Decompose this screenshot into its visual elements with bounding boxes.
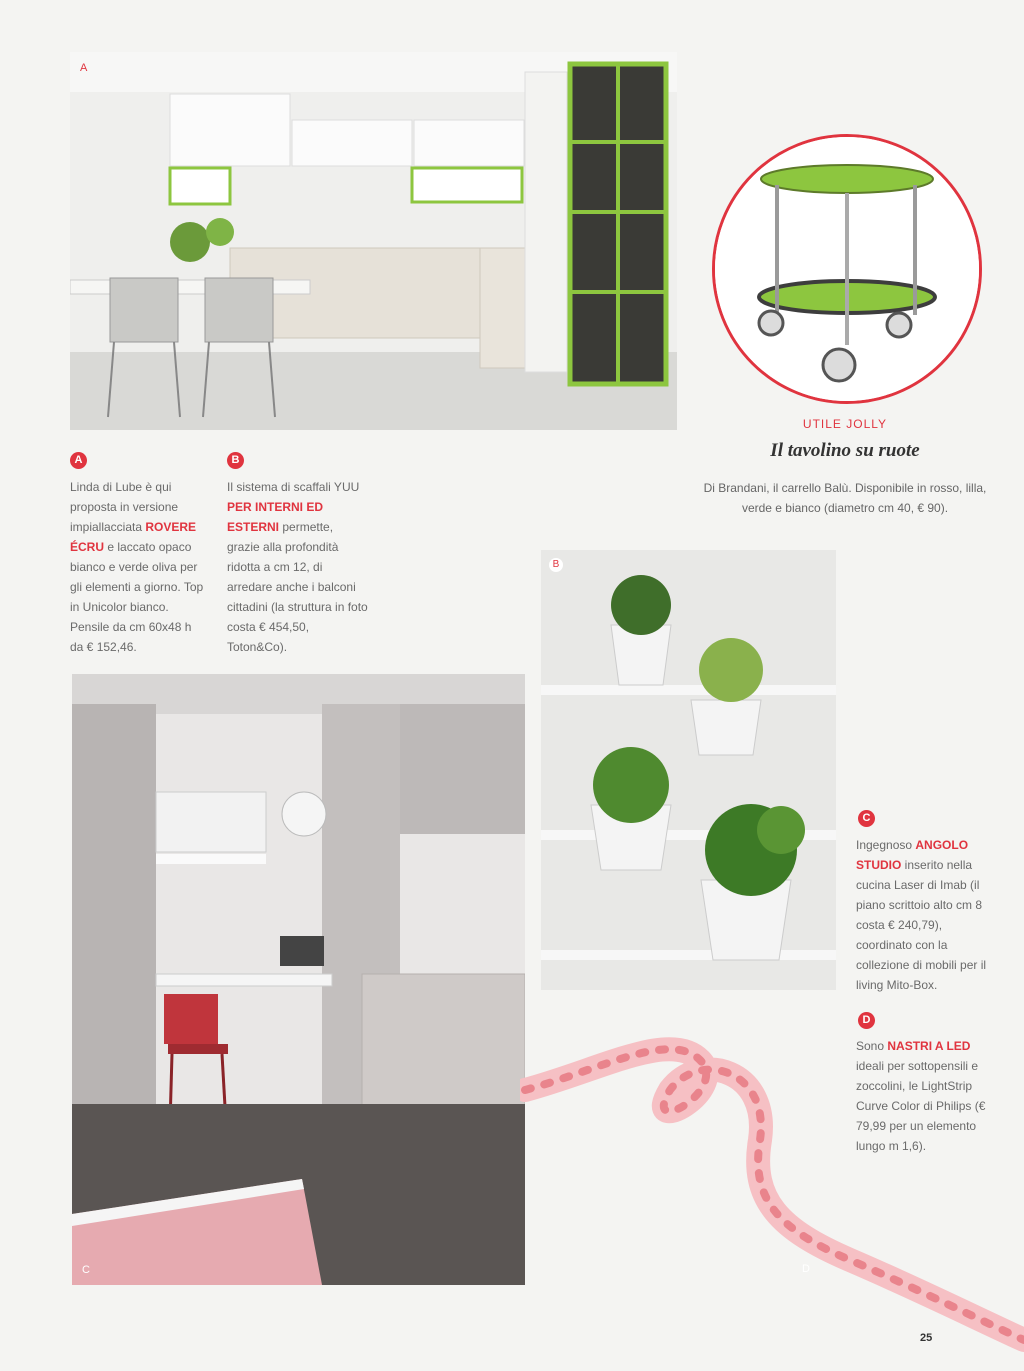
- photo-shelf-b: [541, 550, 836, 990]
- photo-c-label: C: [82, 1264, 90, 1276]
- photo-led-strip-d: [520, 1030, 1024, 1371]
- photo-kitchen-a: [70, 52, 677, 430]
- photo-trolley: [712, 134, 982, 404]
- photo-studio-c: [72, 674, 525, 1285]
- item-b-text: Il sistema di scaffali YUU PER INTERNI ED ESTERNI permette, grazie alla profondità ridotta a cm 12, di arredare anche i balconi cittadini (la struttura in foto costa € 454,50, Toton&Co).: [227, 480, 368, 654]
- badge-c: C: [858, 810, 875, 827]
- page-number: 25: [920, 1332, 933, 1344]
- badge-d: D: [858, 1012, 875, 1029]
- photo-b-label: B: [549, 558, 563, 572]
- item-a-text: Linda di Lube è qui proposta in versione impiallacciata ROVERE ÉCRU e laccato opaco bianco e verde oliva per gli elementi a giorno. Top in Unicolor bianco. Pensile da cm 60x48 h da € 152,46.: [70, 480, 204, 654]
- badge-a: A: [70, 452, 87, 469]
- badge-b: B: [227, 452, 244, 469]
- item-c-text: Ingegnoso ANGOLO STUDIO inserito nella cucina Laser di Imab (il piano scrittoio alto cm 8 costa € 240,79), coordinato con la collezione di mobili per il living Mito-Box.: [856, 838, 987, 992]
- photo-d-label: D: [802, 1263, 810, 1275]
- feature-kicker: UTILE JOLLY: [802, 417, 888, 431]
- item-d-text: Sono NASTRI A LED ideali per sottopensili e zoccolini, le LightStrip Curve Color di Philips (€ 79,99 per un elemento lungo m 1,6).: [856, 1039, 986, 1153]
- photo-a-label: A: [80, 62, 88, 74]
- feature-title: Il tavolino su ruote: [770, 440, 920, 461]
- feature-text: Di Brandani, il carrello Balù. Disponibile in rosso, lilla, verde e bianco (diametro cm 40, € 90).: [703, 481, 987, 515]
